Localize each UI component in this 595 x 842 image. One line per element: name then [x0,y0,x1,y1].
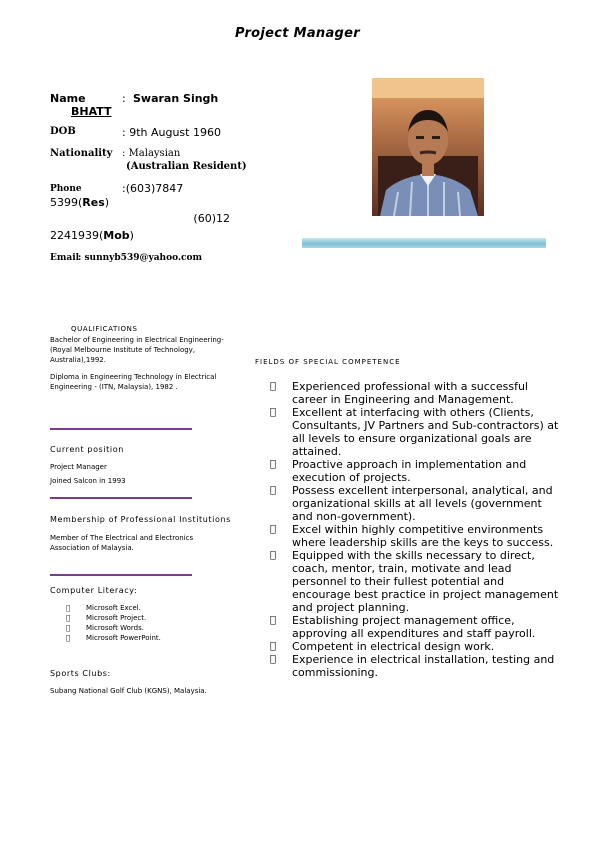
dob-row [50,126,250,139]
sports-clubs-text: Subang National Golf Club (KGNS), Malaysia. [50,687,207,695]
phone-res-close: ) [104,196,110,209]
list-item: Possess excellent interpersonal, analytical, and organizational skills at all levels (government and non-government). [270,484,560,523]
membership-text: Member of The Electrical and Electronics Association of Malaysia. [50,534,194,552]
competence-list [270,380,560,679]
email-row [50,253,270,263]
list-item: Microsoft Project. [66,613,161,623]
section-divider [50,497,192,499]
bullet-icon [270,640,292,653]
list-item: Excellent at interfacing with others (Clients, Consultants, JV Partners and Sub-contractors) at all levels to ensure organizational goals are attained. [270,406,560,458]
nationality-row [50,148,270,172]
bullet-icon [270,458,292,484]
name-last: BHATT [71,105,112,118]
bullet-icon [66,623,86,633]
phone-mob-tag: Mob [103,229,130,242]
bullet-icon [270,523,292,549]
list-item: Microsoft PowerPoint. [66,633,161,643]
list-item: Experience in electrical installation, testing and commissioning. [270,653,560,679]
section-divider [50,428,192,430]
name-colon: : [122,92,126,105]
bullet-icon [270,484,292,523]
phone-label: Phone [50,184,82,194]
competence-heading: FIELDS OF SPECIAL COMPETENCE [255,358,401,366]
qualification-item-2: Diploma in Engineering Technology in Electrical Engineering - (ITN, Malaysia), 1982 . [50,373,217,391]
name-block [50,92,240,118]
bullet-icon [270,406,292,458]
list-item: Proactive approach in implementation and execution of projects. [270,458,560,484]
phone-block [50,182,230,243]
phone-mob-close: ) [129,229,134,242]
bullet-icon [270,614,292,640]
current-position-joined: Joined Salcon in 1993 [50,477,126,485]
membership-heading: Membership of Professional Institutions [50,515,231,524]
list-item: Experienced professional with a successful career in Engineering and Management. [270,380,560,406]
sports-clubs-heading: Sports Clubs: [50,669,111,678]
email-label: Email [50,253,80,263]
bullet-icon [66,633,86,643]
nationality-label: Nationality [50,148,113,159]
dob-value: : 9th August 1960 [122,126,221,139]
list-item: Excel within highly competitive environments where leadership skills are the keys to success. [270,523,560,549]
list-item: Establishing project management office, approving all expenditures and staff payroll. [270,614,560,640]
email-value[interactable]: : sunnyb539@yahoo.com [78,253,203,263]
current-position-heading: Current position [50,445,124,454]
section-divider [50,574,192,576]
qualification-item-1: Bachelor of Engineering in Electrical Engineering-(Royal Melbourne Institute of Technology, Australia),1992. [50,336,224,364]
bullet-icon [66,613,86,623]
bullet-icon [270,380,292,406]
computer-literacy-list [66,603,161,643]
list-item: Competent in electrical design work. [270,640,560,653]
bullet-icon [270,653,292,679]
list-item: Equipped with the skills necessary to direct, coach, mentor, train, motivate and lead personnel to their fullest potential and encourage best practice in project management and project planning. [270,549,560,614]
list-item: Microsoft Excel. [66,603,161,613]
bullet-icon [66,603,86,613]
decorative-header-bar [302,238,546,248]
phone-mob-line1: (60)12 [193,212,230,225]
computer-literacy-heading: Computer Literacy: [50,586,138,595]
bullet-icon [270,549,292,614]
name-label: Name [50,92,86,105]
nationality-note: (Australian Resident) [126,161,247,172]
dob-label: DOB [50,126,76,137]
list-item: Microsoft Words. [66,623,161,633]
current-position-role: Project Manager [50,463,107,471]
nationality-value: : Malaysian [122,148,181,159]
portrait-photo [372,78,484,216]
name-first: Swaran Singh [133,92,219,105]
phone-res-line2: 5399( [50,196,83,209]
qualifications-heading: QUALIFICATIONS [71,325,138,333]
phone-mob-line2: 2241939( [50,229,104,242]
page-title: Project Manager [235,26,360,41]
phone-res-line1: :(603)7847 [122,182,184,195]
phone-res-tag: Res [82,196,105,209]
